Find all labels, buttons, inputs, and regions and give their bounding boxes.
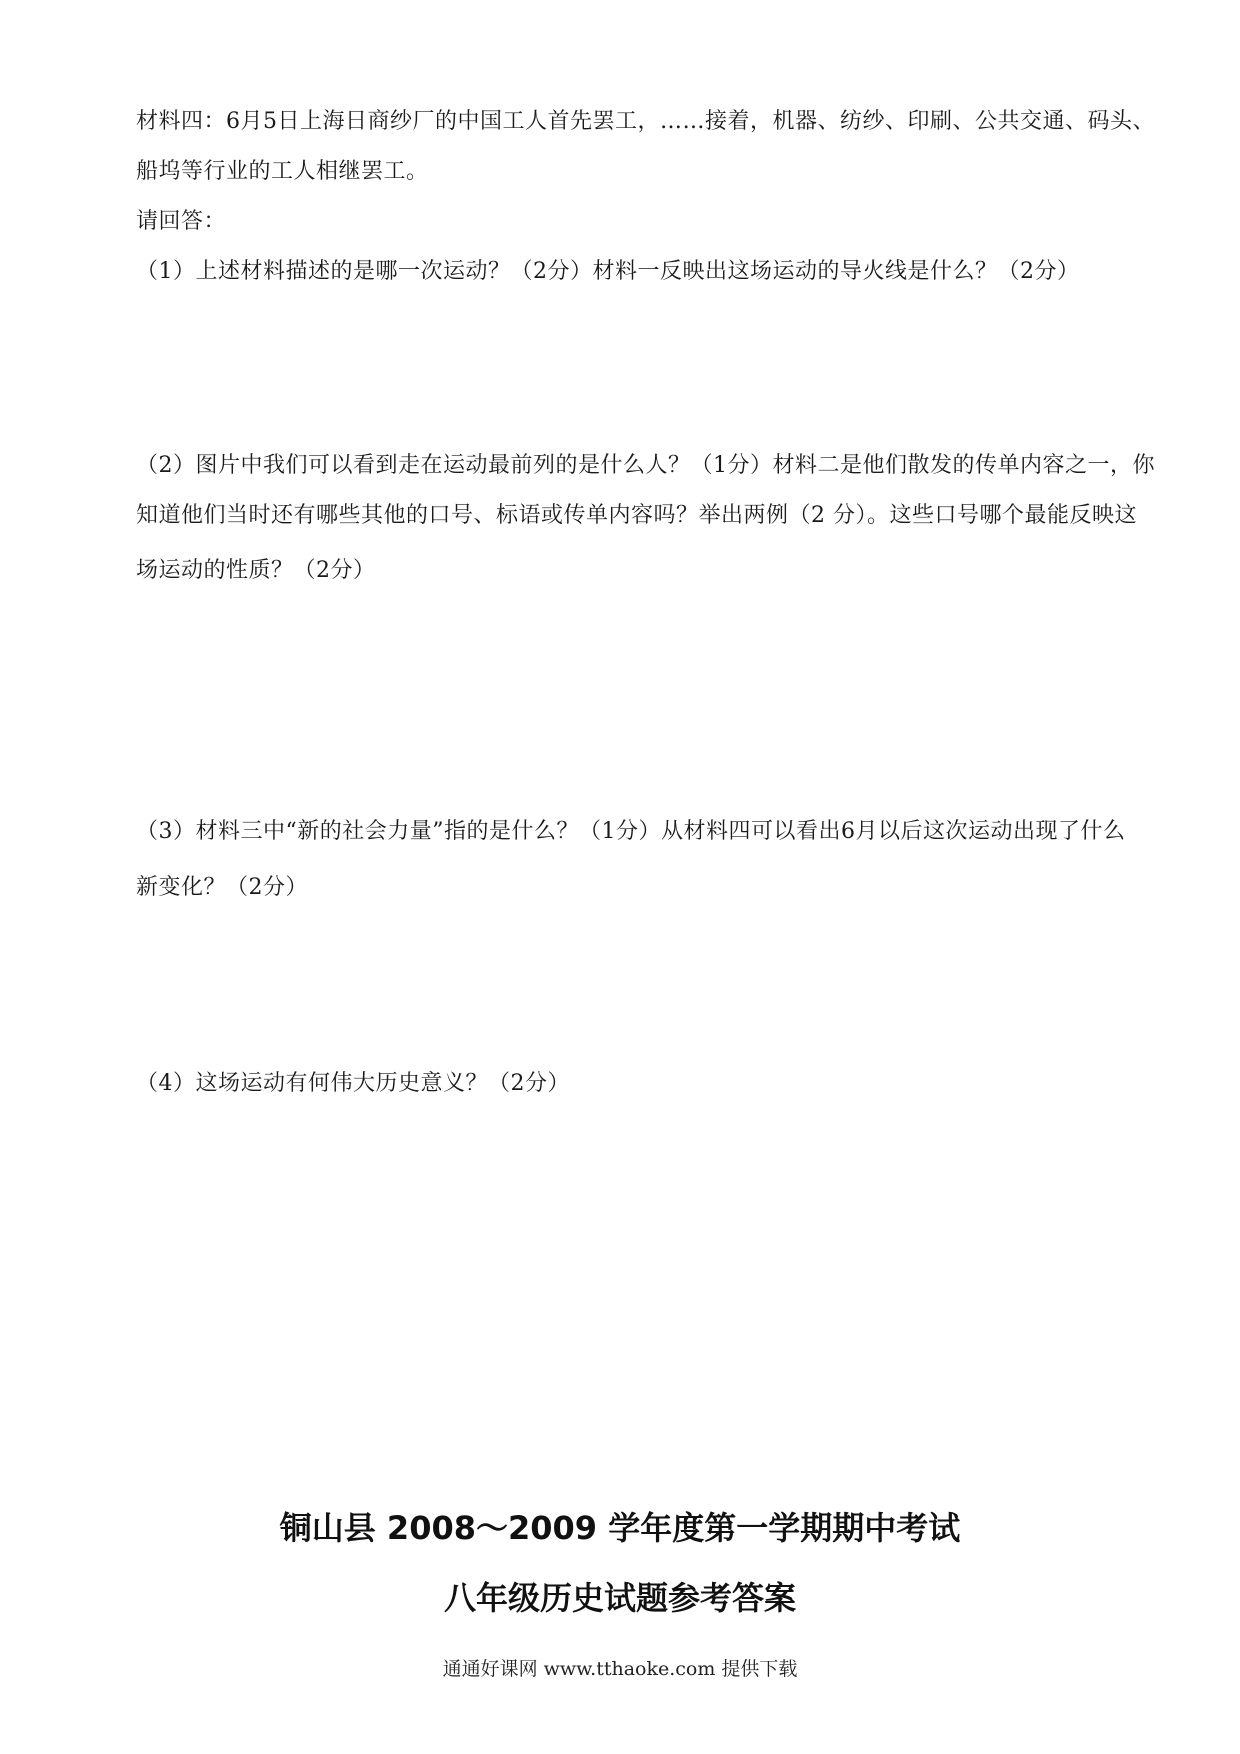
footer-source: 通通好课网 www.tthaoke.com 提供下载 [442, 1658, 798, 1680]
question-2-line1: （2）图片中我们可以看到走在运动最前列的是什么人？（1分）材料二是他们散发的传单内容之一，你 [136, 453, 1155, 478]
question-3-line2: 新变化？（2分） [136, 875, 308, 900]
question-1: （1）上述材料描述的是哪一次运动？（2分）材料一反映出这场运动的导火线是什么？（2分） [136, 259, 1080, 284]
question-4: （4）这场运动有何伟大历史意义？（2分） [136, 1071, 570, 1096]
answer-key-title: 铜山县 2008～2009 学年度第一学期期中考试 [279, 1509, 961, 1547]
question-2-line2: 知道他们当时还有哪些其他的口号、标语或传单内容吗？举出两例（2 分）。这些口号哪个最能反映这 [136, 503, 1137, 528]
material4-line2: 船坞等行业的工人相继罢工。 [136, 159, 429, 184]
question-3-line1: （3）材料三中“新的社会力量”指的是什么？（1分）从材料四可以看出6月以后这次运动出现了什么 [136, 819, 1126, 844]
answer-prompt: 请回答： [136, 209, 227, 234]
question-2-line3: 场运动的性质？（2分） [136, 558, 376, 583]
answer-key-subtitle: 八年级历史试题参考答案 [443, 1579, 796, 1617]
material4-line1: 材料四：6月5日上海日商纱厂的中国工人首先罢工，……接着，机器、纺纱、印刷、公共交通、码头、 [136, 109, 1155, 134]
